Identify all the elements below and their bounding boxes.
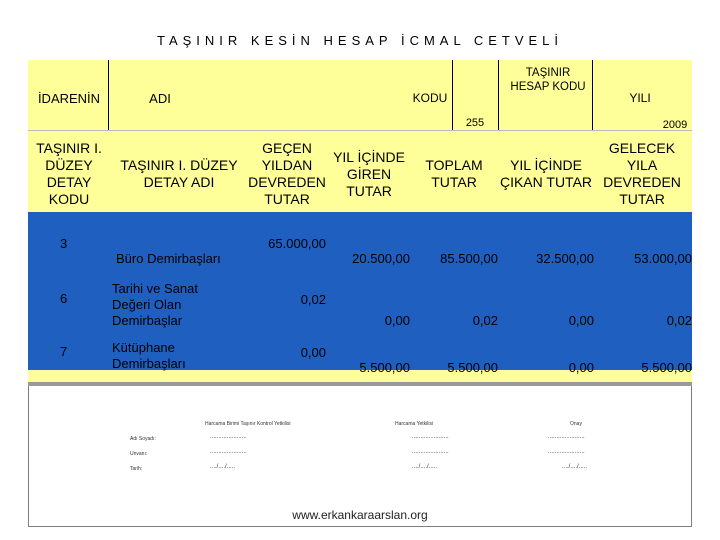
row1-ad: Büro Demirbaşları [116,251,221,266]
sig3-date-line: ..../..../..... [562,464,588,470]
row1-cikan: 32.500,00 [536,251,594,266]
col-header-ad: TAŞINIR I. DÜZEY DETAY ADI [120,157,238,190]
idare-label: İDARENİN [37,91,101,106]
sig1-name-line: ...................... [210,434,247,440]
row3-gelecek: 5.500,00 [641,360,692,375]
row1-giren: 20.500,00 [352,251,410,266]
sig3-name-line: ...................... [548,434,585,440]
row3-gecen: 0,00 [300,345,326,360]
signature-title-3: Onay [570,421,582,427]
signature-title-2: Harcama Yetkilisi [395,421,434,427]
row2-toplam: 0,02 [472,313,498,328]
sig3-title-line: ...................... [548,449,585,455]
row3-toplam: 5.500,00 [447,360,498,375]
sig1-date-line: ..../..../..... [210,464,236,470]
row1-gelecek: 53.000,00 [634,251,692,266]
signature-title-1: Harcama Birimi Taşınır Kontrol Yetkilisi [205,421,291,427]
row3-giren: 5.500,00 [359,360,410,375]
sig2-title-line: ...................... [412,449,449,455]
col-header-gecen: GEÇEN YILDAN DEVREDEN TUTAR [248,140,326,207]
row2-gecen: 0,02 [300,292,326,307]
row3-kod: 7 [60,344,68,359]
divider [28,130,692,131]
adi-label: ADI [149,91,171,106]
footer-divider [28,382,692,386]
col-header-toplam: TOPLAM TUTAR [425,157,483,190]
col-header-gelecek: GELECEK YILA DEVREDEN TUTAR [603,140,681,207]
label-title: Unvanı: [130,451,148,457]
kodu-value: 255 [465,117,485,129]
row1-kod: 3 [60,236,68,251]
hesap-kodu-label: TAŞINIR HESAP KODU [510,67,586,93]
footer-url: www.erkankaraarslan.org [292,508,428,522]
col-header-cikan: YIL İÇİNDE ÇIKAN TUTAR [499,157,593,190]
divider [498,60,499,130]
label-date: Tarih: [130,466,143,472]
row2-gelecek: 0,02 [666,313,692,328]
col-header-kod: TAŞINIR I. DÜZEY DETAY KODU [36,140,102,207]
row3-cikan: 0,00 [568,360,594,375]
sig2-name-line: ...................... [412,434,449,440]
row3-ad: Kütüphane Demirbaşları [112,340,186,371]
divider [592,60,593,130]
sig2-date-line: ..../..../..... [412,464,438,470]
document-title: TAŞINIR KESİN HESAP İCMAL CETVELİ [156,33,564,48]
row1-toplam: 85.500,00 [440,251,498,266]
divider [108,60,109,130]
col-header-giren: YIL İÇİNDE GİREN TUTAR [333,149,405,199]
row1-gecen: 65.000,00 [268,236,326,251]
label-name: Adı Soyadı: [130,436,156,442]
yili-label: YILI [629,91,651,105]
row2-ad: Tarihi ve Sanat Değeri Olan Demirbaşlar [112,281,198,328]
row2-giren: 0,00 [384,313,410,328]
yili-value: 2009 [662,119,688,131]
row2-cikan: 0,00 [568,313,594,328]
row2-kod: 6 [60,291,68,306]
kodu-label: KODU [412,91,448,105]
sig1-title-line: ...................... [210,449,247,455]
